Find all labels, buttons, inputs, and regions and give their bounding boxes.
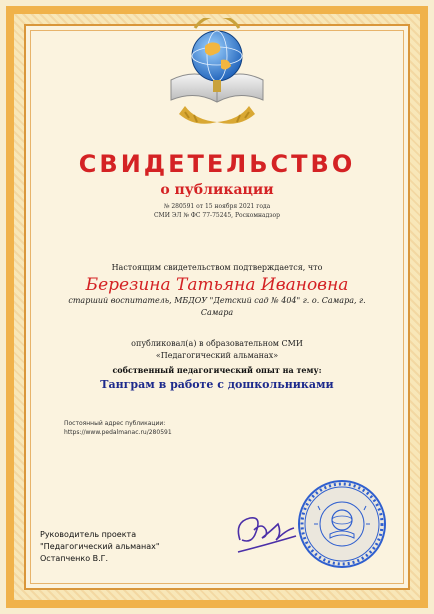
certificate-title: СВИДЕТЕЛЬСТВО — [78, 150, 356, 178]
handwritten-signature-icon — [232, 500, 302, 560]
round-stamp-icon — [296, 478, 388, 570]
signer-name: Остапченко В.Г. — [40, 554, 109, 563]
media-registration: СМИ ЭЛ № ФС 77-75245, Роскомнадзор — [153, 212, 281, 219]
signer-project: "Педагогический альманах" — [40, 542, 160, 551]
person-name: Березина Татьяна Ивановна — [85, 275, 349, 295]
published-line: опубликовал(а) в образовательном СМИ — [131, 339, 303, 348]
person-position: старший воспитатель, МБДОУ "Детский сад № 404" г. о. Самара, г. Самара — [68, 296, 366, 317]
certificate-subtitle: о публикации — [160, 182, 274, 198]
topic-label: собственный педагогический опыт на тему: — [112, 365, 322, 375]
publication-url[interactable]: https://www.pedalmanac.ru/280591 — [64, 429, 172, 436]
address-label: Постоянный адрес публикации: — [64, 420, 166, 427]
certificate-number: № 280591 от 15 ноября 2021 года — [163, 203, 271, 210]
confirmation-text: Настоящим свидетельством подтверждается, что — [111, 263, 323, 272]
globe-book-laurel-icon — [165, 18, 269, 130]
media-name: «Педагогический альманах» — [155, 351, 279, 360]
signer-title: Руководитель проекта — [40, 530, 137, 539]
publication-topic: Танграм в работе с дошкольниками — [100, 378, 334, 391]
